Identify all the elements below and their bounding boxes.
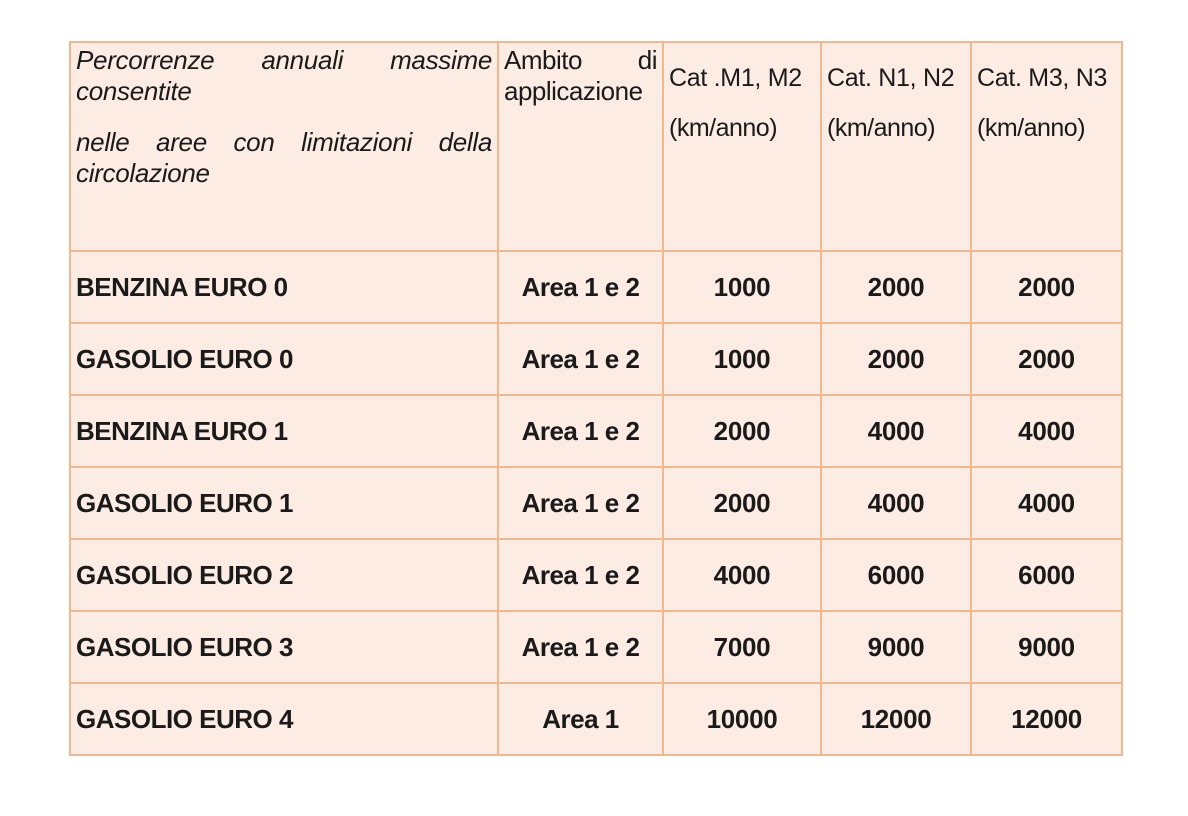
table-row	[70, 683, 1122, 755]
ambito-cell: Area 1 e 2	[498, 251, 663, 323]
ambito-cell: Area 1 e 2	[498, 467, 663, 539]
km-m3-n3-cell: 4000	[971, 467, 1122, 539]
km-n1-n2-cell: 2000	[821, 251, 971, 323]
km-n1-n2-cell: 9000	[821, 611, 971, 683]
km-m1-m2-cell: 1000	[663, 251, 821, 323]
table-row	[70, 395, 1122, 467]
header-cell-description	[70, 42, 498, 251]
header-unit-label: (km/anno)	[827, 114, 936, 142]
table-header-row	[70, 42, 1122, 251]
km-m3-n3-cell: 9000	[971, 611, 1122, 683]
header-cat-m1-m2-label: Cat .M1, M2	[669, 64, 802, 92]
km-n1-n2-cell: 2000	[821, 323, 971, 395]
km-m1-m2-cell: 7000	[663, 611, 821, 683]
ambito-cell: Area 1 e 2	[498, 611, 663, 683]
header-unit-label: (km/anno)	[669, 114, 778, 142]
fuel-type-cell: GASOLIO EURO 3	[70, 611, 498, 683]
km-m1-m2-cell: 4000	[663, 539, 821, 611]
fuel-type-cell: GASOLIO EURO 1	[70, 467, 498, 539]
fuel-type-cell: BENZINA EURO 0	[70, 251, 498, 323]
mileage-limits-table	[69, 41, 1123, 756]
km-m3-n3-cell: 4000	[971, 395, 1122, 467]
header-cell-ambito	[498, 42, 663, 251]
header-cat-n1-n2-label: Cat. N1, N2	[827, 64, 955, 92]
km-m1-m2-cell: 1000	[663, 323, 821, 395]
header-intro-text: Percorrenze annuali massime consentite	[76, 45, 492, 106]
km-n1-n2-cell: 6000	[821, 539, 971, 611]
km-n1-n2-cell: 4000	[821, 395, 971, 467]
table-row	[70, 251, 1122, 323]
table-row	[70, 323, 1122, 395]
header-unit-label: (km/anno)	[977, 114, 1086, 142]
km-m3-n3-cell: 2000	[971, 323, 1122, 395]
table-row	[70, 611, 1122, 683]
table-row	[70, 467, 1122, 539]
header-intro-text-areas: nelle aree con limitazioni della circolazione	[76, 127, 492, 188]
fuel-type-cell: GASOLIO EURO 2	[70, 539, 498, 611]
km-m3-n3-cell: 2000	[971, 251, 1122, 323]
header-cell-cat-m3-n3	[971, 42, 1122, 251]
km-m3-n3-cell: 12000	[971, 683, 1122, 755]
fuel-type-cell: GASOLIO EURO 4	[70, 683, 498, 755]
header-cat-m3-n3-label: Cat. M3, N3	[977, 64, 1108, 92]
ambito-cell: Area 1 e 2	[498, 323, 663, 395]
ambito-cell: Area 1 e 2	[498, 539, 663, 611]
table-row	[70, 539, 1122, 611]
km-m1-m2-cell: 2000	[663, 467, 821, 539]
fuel-type-cell: GASOLIO EURO 0	[70, 323, 498, 395]
km-n1-n2-cell: 12000	[821, 683, 971, 755]
header-ambito-label: Ambito di applicazione	[504, 45, 657, 106]
km-m1-m2-cell: 10000	[663, 683, 821, 755]
header-cell-cat-n1-n2	[821, 42, 971, 251]
km-m3-n3-cell: 6000	[971, 539, 1122, 611]
ambito-cell: Area 1 e 2	[498, 395, 663, 467]
fuel-type-cell: BENZINA EURO 1	[70, 395, 498, 467]
km-n1-n2-cell: 4000	[821, 467, 971, 539]
header-cell-cat-m1-m2	[663, 42, 821, 251]
km-m1-m2-cell: 2000	[663, 395, 821, 467]
ambito-cell: Area 1	[498, 683, 663, 755]
